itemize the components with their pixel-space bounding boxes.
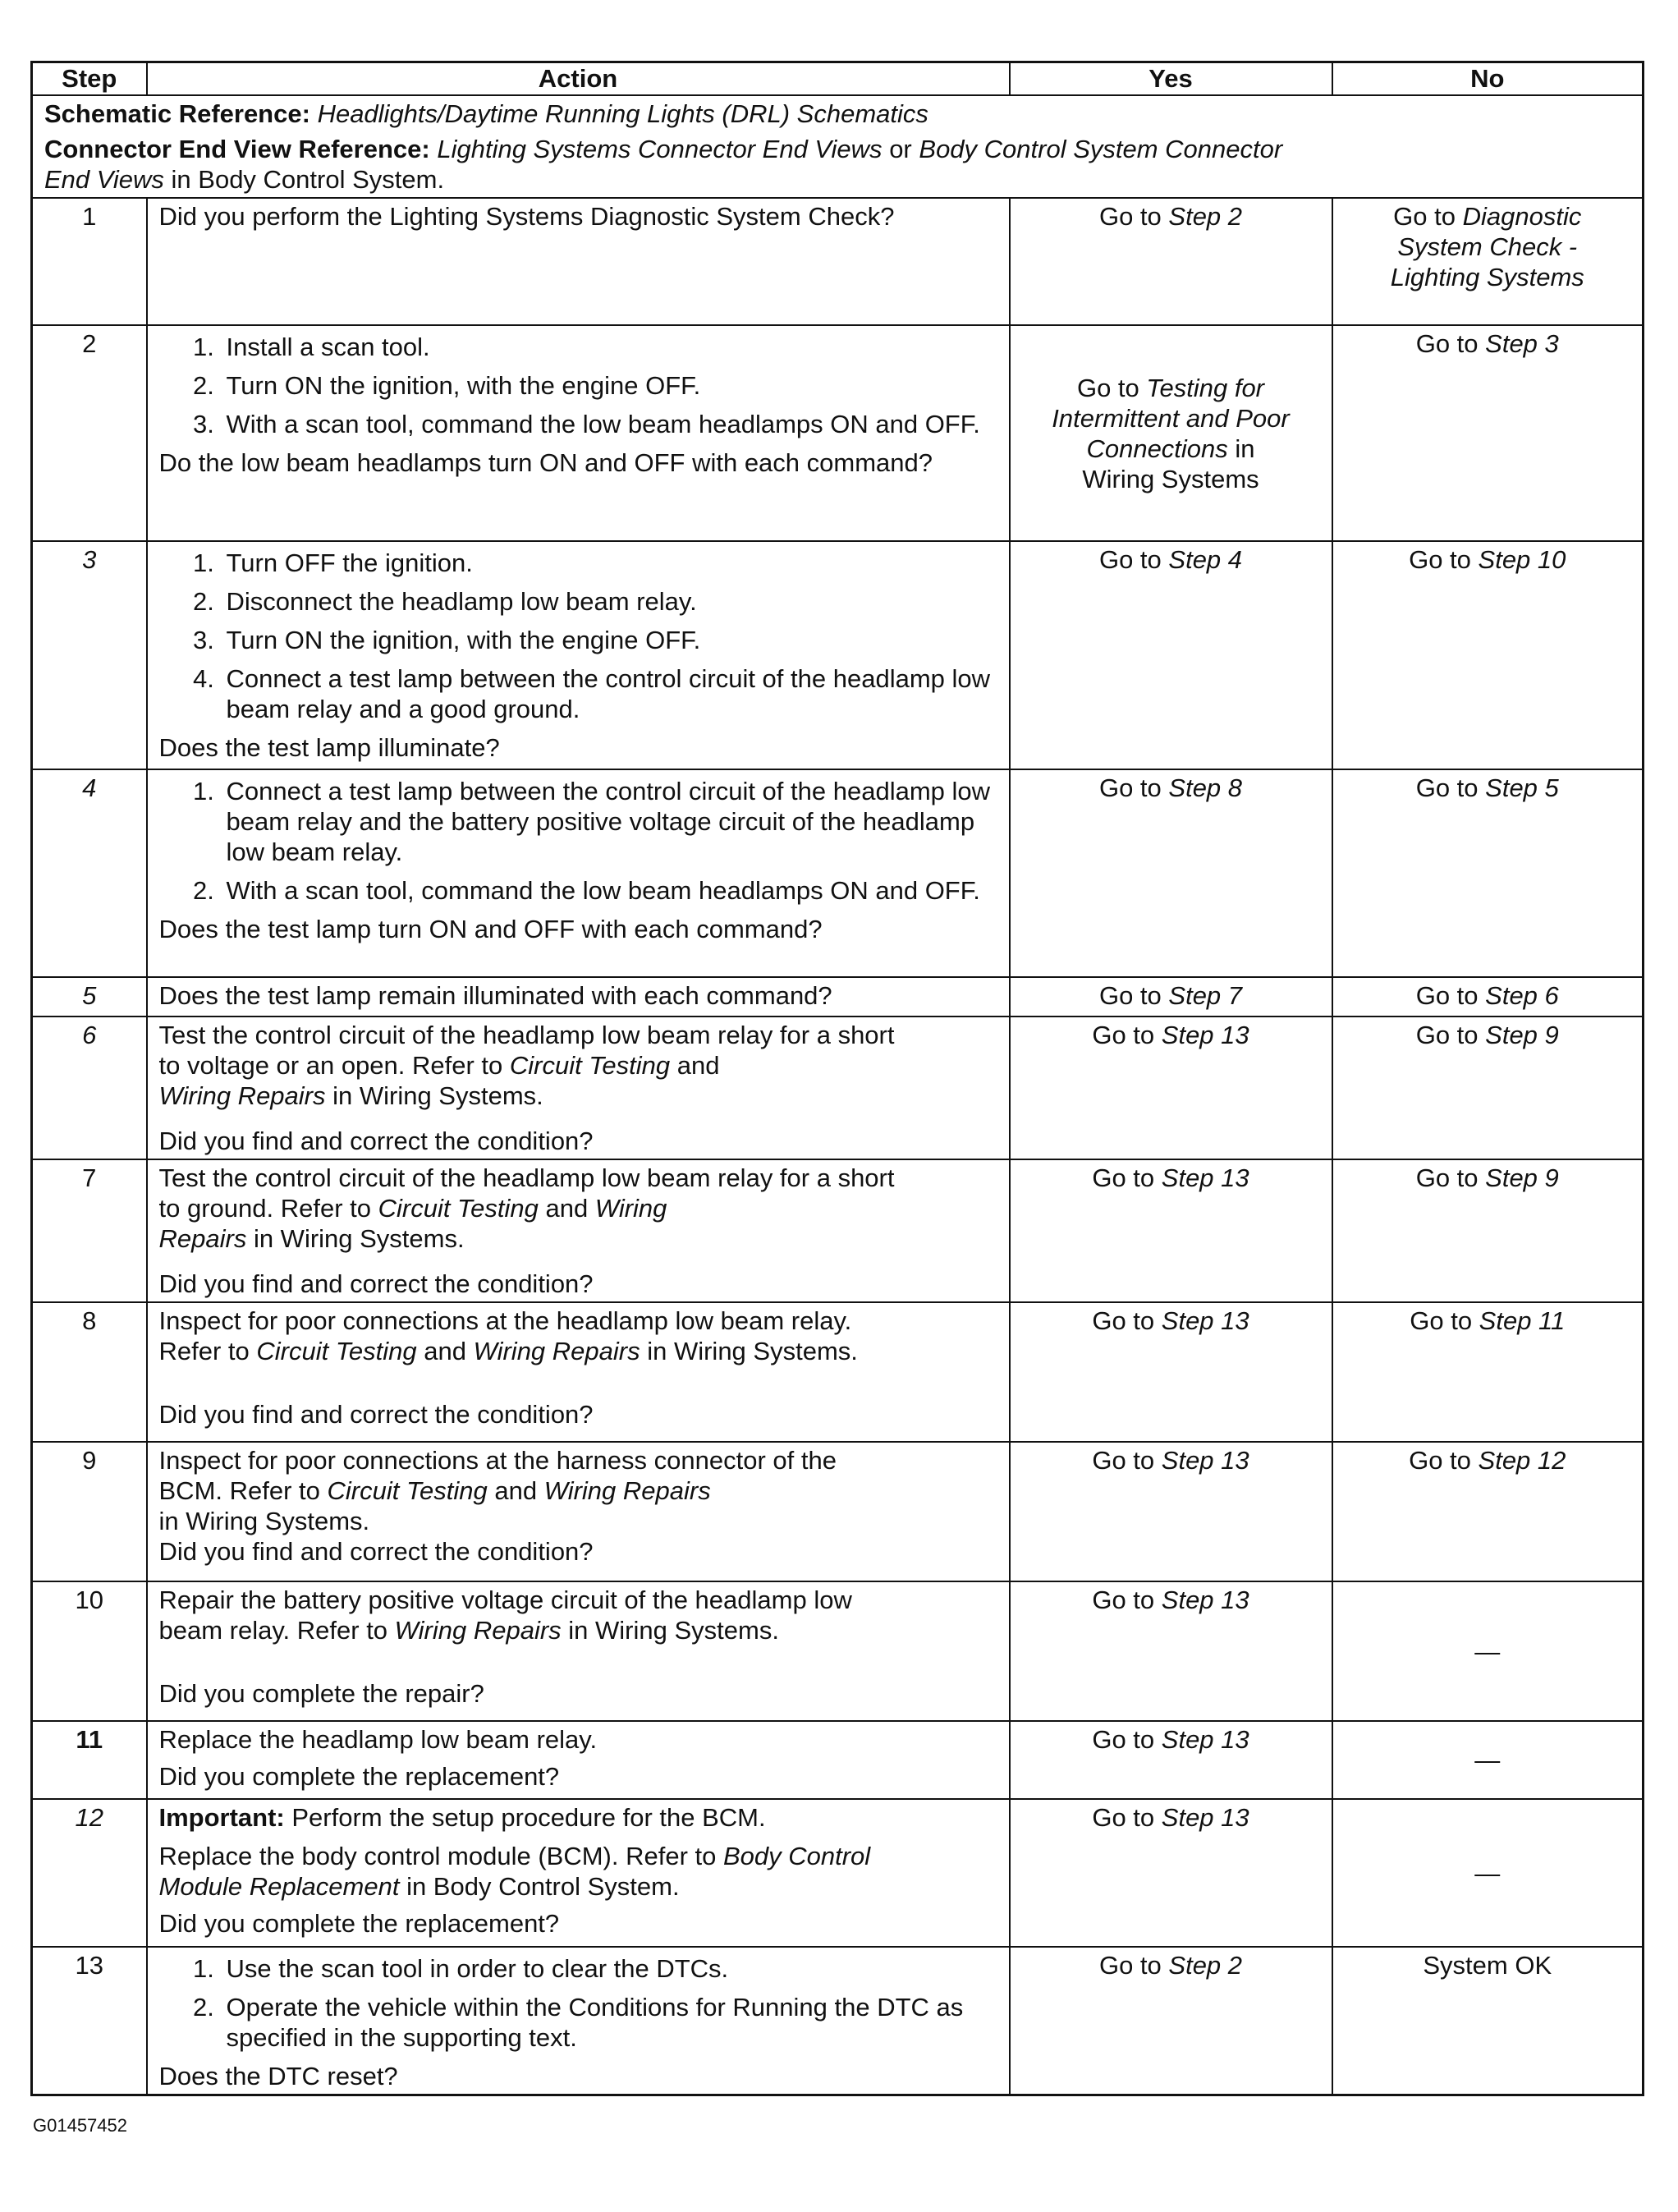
action-cell [147,1159,1010,1302]
action-cell [147,769,1010,977]
question: Does the test lamp illuminate? [158,733,500,762]
yes-text: Go to [1092,1803,1162,1832]
yes-step-ref: Step 13 [1161,1446,1249,1475]
header-no: No [1332,62,1644,96]
list-item: 1. Connect a test lamp between the control circuit of the headlamp low beam relay and the battery positive voltage circuit of the headlamp low beam relay. [222,776,997,867]
doc-ref: Body Control [722,1842,871,1870]
no-cell [1332,198,1644,325]
instruction-text: Replace the body control module (BCM). Refer to [158,1842,723,1870]
no-step-ref: Step 9 [1485,1021,1559,1049]
yes-step-ref: Step 7 [1168,981,1243,1010]
instruction-text: in Body Control System. [399,1872,680,1901]
step-number: 6 [32,1017,147,1159]
no-cell: System OK [1332,1947,1644,2095]
no-cell [1332,541,1644,769]
doc-ref: Wiring Repairs [158,1081,326,1110]
table-row [32,541,1644,769]
yes-cell [1010,1721,1332,1799]
connector-label: Connector End View Reference: [44,135,430,163]
question: Did you complete the repair? [158,1679,484,1708]
procedure-list [159,548,997,724]
instruction-text: Perform the setup procedure for the BCM. [284,1803,766,1832]
table-row [32,1799,1644,1947]
question: Does the test lamp remain illuminated with each command? [158,981,832,1010]
yes-step-ref: Step 2 [1168,1951,1243,1980]
yes-text: Go to [1092,1586,1162,1614]
yes-step-ref: Step 4 [1168,545,1243,574]
question: Does the DTC reset? [158,2062,398,2090]
table-row [32,1721,1644,1799]
instruction-text: to voltage or an open. Refer to [158,1051,510,1080]
doc-ref: Wiring Repairs [473,1337,640,1365]
list-item: 2. Operate the vehicle within the Conditions for Running the DTC as specified in the supporting text. [222,1992,997,2053]
step-number: 12 [32,1799,147,1947]
table-row [32,1017,1644,1159]
doc-ref: Wiring Repairs [394,1616,562,1645]
no-cell: — [1332,1581,1644,1721]
yes-cell [1010,769,1332,977]
yes-cell [1010,1581,1332,1721]
procedure-list [159,1953,997,2053]
list-item: 2. Disconnect the headlamp low beam relay. [222,586,997,617]
no-cell [1332,1302,1644,1442]
no-text: Go to [1393,202,1463,231]
list-item: 3. Turn ON the ignition, with the engine OFF. [222,625,997,655]
list-item: 2. With a scan tool, command the low beam headlamps ON and OFF. [222,875,997,906]
no-cell [1332,1442,1644,1581]
step-number: 2 [32,325,147,541]
action-cell [147,1302,1010,1442]
no-step-ref: Step 6 [1485,981,1559,1010]
important-label: Important: [158,1803,285,1832]
step-number: 5 [32,977,147,1017]
instruction-text: in Wiring Systems. [246,1224,465,1253]
diagnostic-table [30,61,1644,2096]
yes-cell [1010,1302,1332,1442]
table-row [32,977,1644,1017]
table-row [32,1302,1644,1442]
instruction-text: and [487,1476,544,1505]
question: Does the test lamp turn ON and OFF with each command? [158,915,823,943]
procedure-list [159,776,997,906]
header-yes: Yes [1010,62,1332,96]
doc-ref: Circuit Testing [509,1051,671,1080]
step-number: 8 [32,1302,147,1442]
instruction-text: Test the control circuit of the headlamp low beam relay for a short [158,1021,895,1049]
yes-step-ref: Step 13 [1161,1021,1249,1049]
no-step-ref: Step 10 [1478,545,1566,574]
table-row [32,198,1644,325]
yes-step-ref: Step 2 [1168,202,1243,231]
step-number: 10 [32,1581,147,1721]
action-cell [147,541,1010,769]
yes-text: Go to [1098,773,1169,802]
no-step-ref: Step 5 [1485,773,1559,802]
connector-tail: in Body Control System. [171,165,445,194]
yes-step-ref: Step 13 [1161,1306,1249,1335]
yes-text: Wiring Systems [1082,464,1259,493]
yes-cell [1010,1799,1332,1947]
no-cell [1332,977,1644,1017]
action-cell [147,977,1010,1017]
step-number: 9 [32,1442,147,1581]
doc-ref: Wiring [594,1194,667,1223]
no-cell [1332,769,1644,977]
instruction-text: Inspect for poor connections at the headlamp low beam relay. [158,1306,852,1335]
question: Did you find and correct the condition? [158,1400,594,1429]
action-cell [147,1799,1010,1947]
question: Do the low beam headlamps turn ON and OFF with each command? [158,448,933,477]
yes-cell [1010,1442,1332,1581]
connector-ref-2b: End Views [44,165,164,194]
no-cell: — [1332,1799,1644,1947]
yes-step-ref: Step 8 [1168,773,1243,802]
yes-cell [1010,541,1332,769]
yes-text: Go to [1076,373,1147,402]
step-number: 11 [32,1721,147,1799]
doc-ref: Repairs [158,1224,247,1253]
question: Did you find and correct the condition? [158,1127,594,1155]
yes-step-ref: Step 13 [1161,1586,1249,1614]
question: Did you find and correct the condition? [158,1269,594,1298]
schematic-label: Schematic Reference: [44,99,310,128]
yes-step-ref: Step 13 [1161,1803,1249,1832]
yes-text: Go to [1092,1306,1162,1335]
doc-ref: Circuit Testing [378,1194,539,1223]
instruction-text: BCM. Refer to [158,1476,328,1505]
list-item: 1. Use the scan tool in order to clear the DTCs. [222,1953,997,1984]
no-text: Go to [1409,545,1479,574]
instruction-text: beam relay. Refer to [158,1616,395,1645]
yes-text: Go to [1092,1446,1162,1475]
table-row [32,1947,1644,2095]
doc-ref: Circuit Testing [327,1476,488,1505]
question: Did you complete the replacement? [158,1909,560,1938]
table-row [32,769,1644,977]
step-number: 4 [32,769,147,977]
doc-ref: Wiring Repairs [543,1476,711,1505]
yes-cell [1010,1159,1332,1302]
question: Did you find and correct the condition? [158,1537,594,1566]
list-item: 3. With a scan tool, command the low beam headlamps ON and OFF. [222,409,997,439]
header-row [32,62,1644,96]
yes-text: Go to [1098,1951,1169,1980]
instruction-text: Repair the battery positive voltage circuit of the headlamp low [158,1586,852,1614]
yes-cell [1010,1017,1332,1159]
instruction-text: Inspect for poor connections at the harness connector of the [158,1446,837,1475]
action-cell [147,1947,1010,2095]
no-step-ref: Step 9 [1485,1163,1559,1192]
instruction-text: and [416,1337,474,1365]
no-text: Go to [1415,329,1486,358]
yes-step-ref: Step 13 [1161,1725,1249,1754]
no-text: Go to [1409,1446,1479,1475]
list-item: 1. Install a scan tool. [222,332,997,362]
instruction-text: and [538,1194,595,1223]
no-ref-cont: Lighting Systems [1390,263,1584,291]
header-step: Step [32,62,147,96]
no-step-ref: Step 12 [1478,1446,1566,1475]
instruction-text: in Wiring Systems. [640,1337,858,1365]
no-cell [1332,1017,1644,1159]
table-row [32,325,1644,541]
figure-id: G01457452 [33,2115,127,2136]
no-cell [1332,325,1644,541]
instruction-text: in Wiring Systems. [158,1507,370,1535]
no-step-ref: Step 11 [1479,1306,1566,1335]
no-cell [1332,1159,1644,1302]
yes-text: Go to [1098,545,1169,574]
yes-cell [1010,198,1332,325]
yes-text: Go to [1092,1163,1162,1192]
step-number: 7 [32,1159,147,1302]
no-ref: Diagnostic [1462,202,1582,231]
instruction-text: in Wiring Systems. [325,1081,543,1110]
instruction-text: and [670,1051,720,1080]
reference-row [32,95,1644,198]
yes-step-ref: Step 13 [1161,1163,1249,1192]
yes-cell [1010,1947,1332,2095]
procedure-list [159,332,997,439]
yes-ref-cont: Connections [1086,434,1228,463]
action-cell [147,1442,1010,1581]
table-row [32,1442,1644,1581]
no-text: Go to [1415,773,1486,802]
action-cell [147,325,1010,541]
instruction-text: in Wiring Systems. [561,1616,779,1645]
doc-ref: Module Replacement [158,1872,400,1901]
yes-cell [1010,325,1332,541]
question: Did you perform the Lighting Systems Diagnostic System Check? [158,202,895,231]
no-text: Go to [1415,1021,1486,1049]
no-cell: — [1332,1721,1644,1799]
action-cell [147,1017,1010,1159]
no-text: Go to [1415,1163,1486,1192]
connector-ref-1: Lighting Systems Connector End Views [437,135,883,163]
instruction-text: Refer to [158,1337,257,1365]
list-item: 1. Turn OFF the ignition. [222,548,997,578]
no-ref-cont: System Check - [1397,232,1578,261]
table-row [32,1581,1644,1721]
instruction-text: Replace the headlamp low beam relay. [158,1725,598,1754]
no-text: Go to [1410,1306,1479,1335]
instruction-text: Test the control circuit of the headlamp low beam relay for a short [158,1163,895,1192]
yes-cell [1010,977,1332,1017]
step-number: 1 [32,198,147,325]
instruction-text: to ground. Refer to [158,1194,378,1223]
no-step-ref: Step 3 [1485,329,1559,358]
list-item: 2. Turn ON the ignition, with the engine OFF. [222,370,997,401]
action-cell [147,1581,1010,1721]
list-item: 4. Connect a test lamp between the control circuit of the headlamp low beam relay and a good ground. [222,663,997,724]
yes-text: Go to [1092,1725,1162,1754]
yes-ref-cont: Intermittent and Poor [1052,403,1290,433]
yes-ref: Testing for [1146,373,1265,402]
action-cell [147,198,1010,325]
header-action: Action [147,62,1010,96]
yes-text: in [1227,434,1255,463]
connector-or: or [889,135,912,163]
schematic-value: Headlights/Daytime Running Lights (DRL) Schematics [317,99,928,128]
connector-ref-2a: Body Control System Connector [919,135,1283,163]
reference-cell [32,95,1644,198]
yes-text: Go to [1098,202,1169,231]
step-number: 3 [32,541,147,769]
no-text: Go to [1415,981,1486,1010]
doc-ref: Circuit Testing [256,1337,417,1365]
step-number: 13 [32,1947,147,2095]
action-cell [147,1721,1010,1799]
table-row [32,1159,1644,1302]
yes-text: Go to [1092,1021,1162,1049]
yes-text: Go to [1098,981,1169,1010]
question: Did you complete the replacement? [158,1762,560,1791]
